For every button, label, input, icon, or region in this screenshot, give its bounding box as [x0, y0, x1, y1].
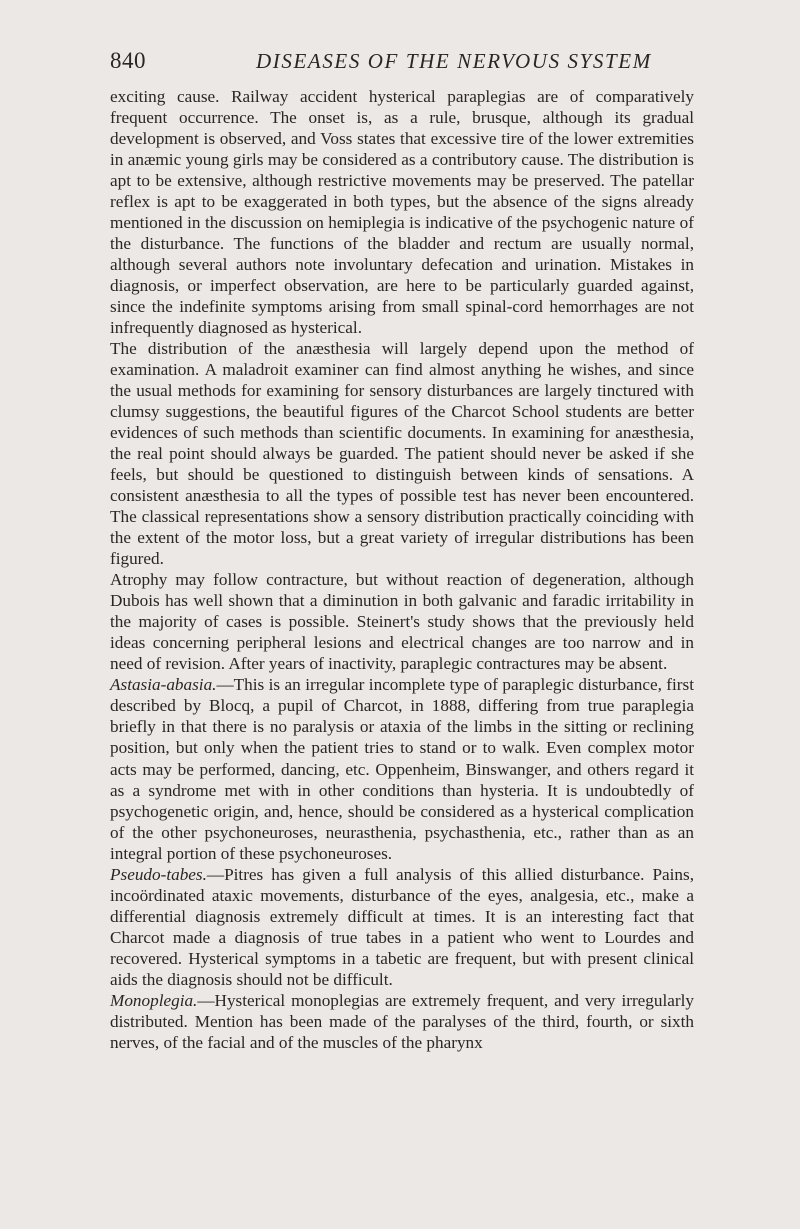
running-head: [110, 48, 690, 78]
run-in-heading: Pseudo-tabes.: [110, 864, 207, 884]
run-in-heading: Astasia-abasia.: [110, 675, 217, 695]
paragraph-continuation: [110, 86, 694, 338]
run-in-heading: Monoplegia.: [110, 990, 198, 1010]
body-text: [110, 86, 694, 1053]
page-number: 840: [110, 48, 146, 73]
paragraph-atrophy: [110, 569, 694, 674]
paragraph-text: —This is an irregular incomplete type of paraplegic disturbance, first described by Blocq, a pupil of Charcot, in 1888, differing from true paraplegia briefly in that there is no paralysis or ataxia of the limbs in the sitting or reclining position, but only when the patient tries to stand or to walk. Even complex motor acts may be performed, dancing, etc. Oppenheim, Binswanger, and others regard it as a syndrome met with in other conditions than hysteria. It is undoubtedly of psychogenetic origin, and, hence, should be considered as a hysterical complication of the other psychoneuroses, neurasthenia, psychasthenia, etc., rather than as an integral portion of these psychoneuroses.: [110, 675, 694, 863]
paragraph-text: —Hysterical monoplegias are extremely frequent, and very irregularly distributed. Mention has been made of the paralyses of the third, fourth, or sixth nerves, of the facial and of the muscles of the pharynx: [110, 990, 694, 1052]
running-title: DISEASES OF THE NERVOUS SYSTEM: [256, 49, 652, 73]
paragraph-pseudo-tabes: [110, 864, 694, 990]
paragraph-monoplegia: [110, 990, 694, 1053]
paragraph-text: exciting cause. Railway accident hysterical paraplegias are of comparatively frequent occurrence. The onset is, as a rule, brusque, although its gradual development is observed, and Voss states that excessive tire of the lower extremities in anæmic young girls may be considered as a contributory cause. The distribution is apt to be extensive, although restrictive movements may be preserved. The patellar reflex is apt to be exaggerated in both types, but the absence of the signs already mentioned in the discussion on hemiplegia is indicative of the psychogenic nature of the disturbance. The functions of the bladder and rectum are usually normal, although several authors note involuntary defecation and urination. Mistakes in diagnosis, or imperfect observation, are here to be particularly guarded against, since the indefinite symptoms arising from small spinal-cord hemorrhages are not infrequently diagnosed as hysterical.: [110, 87, 694, 338]
paragraph-text: The distribution of the anæsthesia will largely depend upon the method of examination. A maladroit examiner can find almost anything he wishes, and since the usual methods for examining for sensory disturbances are largely tinctured with clumsy suggestions, the beautiful figures of the Charcot School students are better evidences of such methods than scientific documents. In examining for anæsthesia, the real point should always be guarded. The patient should never be asked if she feels, but should be questioned to distinguish between kinds of sensations. A consistent anæsthesia to all the types of possible test has never been encountered. The classical representations show a sensory distribution practically coinciding with the extent of the motor loss, but a great variety of irregular distributions has been figured.: [110, 339, 694, 569]
paragraph-text: Atrophy may follow contracture, but without reaction of degeneration, although Dubois has well shown that a diminution in both galvanic and faradic irritability in the majority of cases is possible. Steinert's study shows that the previously held ideas concerning peripheral lesions and electrical changes are too narrow and in need of revision. After years of inactivity, paraplegic contractures may be absent.: [110, 570, 694, 674]
paragraph-astasia-abasia: [110, 674, 694, 863]
paragraph-text: —Pitres has given a full analysis of this allied disturbance. Pains, incoördinated ataxic movements, disturbance of the eyes, analgesia, etc., make a differential diagnosis extremely difficult at times. It is an interesting fact that Charcot made a diagnosis of true tabes in a patient who went to Lourdes and recovered. Hysterical symptoms in a tabetic are frequent, but with present clinical aids the diagnosis should not be difficult.: [110, 864, 694, 989]
paragraph-anaesthesia: [110, 338, 694, 569]
